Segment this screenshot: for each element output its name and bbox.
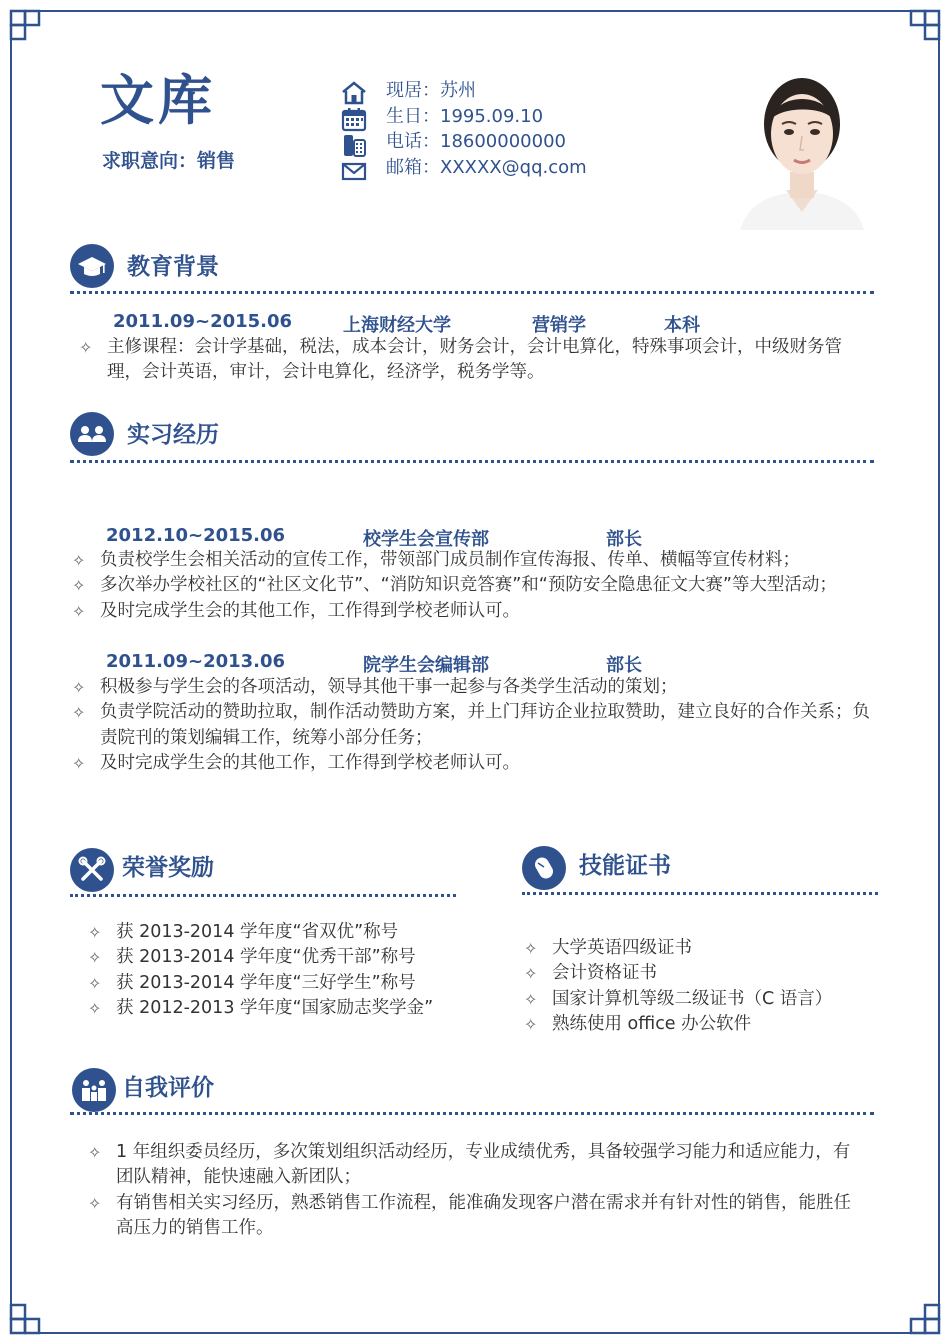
internship-title: 实习经历 [127, 422, 219, 448]
job-role: 部长 [606, 529, 642, 550]
graduation-cap-icon [70, 244, 114, 288]
internship-divider [70, 460, 874, 463]
self-eval-title: 自我评价 [122, 1075, 214, 1101]
list-item: ✧ 多次举办学校社区的“社区文化节”、“消防知识竞答赛”和“预防安全隐患征文大赛”等大型活动； [70, 573, 870, 598]
job-org: 校学生会宣传部 [363, 529, 489, 550]
education-major: 营销学 [532, 315, 586, 336]
job-period: 2011.09~2013.06 [106, 651, 286, 672]
family-icon [72, 1068, 116, 1112]
phone-icon [340, 132, 368, 158]
list-item: ✧ 获 2013-2014 学年度“三好学生”称号 [86, 971, 466, 996]
contact-phone: 电话：18600000000 [386, 131, 566, 152]
list-item: ✧ 主修课程：会计学基础，税法，成本会计，财务会计，会计电算化，特殊事项会计，中级财务管理，会计英语，审计，会计电算化，经济学，税务学等。 [77, 335, 867, 386]
skills-list [522, 936, 882, 1037]
skills-divider [522, 892, 878, 895]
home-icon [340, 80, 368, 106]
education-period: 2011.09~2015.06 [113, 311, 293, 332]
honors-list [86, 920, 466, 1021]
list-item: ✧ 积极参与学生会的各项活动，领导其他干事一起参与各类学生活动的策划； [70, 675, 870, 700]
list-item: ✧ 负责学院活动的赞助拉取，制作活动赞助方案，并上门拜访企业拉取赞助，建立良好的合作关系；负责院刊的策划编辑工作，统筹小部分任务； [70, 700, 870, 751]
list-item: ✧ 有销售相关实习经历，熟悉销售工作流程，能准确发现客户潜在需求并有针对性的销售，能胜任高压力的销售工作。 [86, 1191, 866, 1242]
contact-list [386, 78, 587, 180]
contact-icons [340, 80, 370, 184]
education-degree: 本科 [664, 315, 700, 336]
list-item: ✧ 大学英语四级证书 [522, 936, 882, 961]
education-list [77, 335, 867, 386]
education-school: 上海财经大学 [343, 315, 451, 336]
corner-ornament-bottom-right [894, 1288, 942, 1336]
honors-divider [70, 894, 456, 897]
list-item: ✧ 获 2013-2014 学年度“省双优”称号 [86, 920, 466, 945]
job-duties-list [70, 548, 870, 624]
job-org: 院学生会编辑部 [363, 655, 489, 676]
list-item: ✧ 及时完成学生会的其他工作，工作得到学校老师认可。 [70, 599, 870, 624]
people-icon [70, 412, 114, 456]
contact-birthday: 生日：1995.09.10 [386, 105, 544, 127]
honors-title: 荣誉奖励 [122, 855, 214, 881]
list-item: ✧ 熟练使用 office 办公软件 [522, 1012, 882, 1037]
profile-photo [730, 62, 874, 230]
list-item: ✧ 国家计算机等级二级证书（C 语言） [522, 987, 882, 1012]
calendar-icon [340, 106, 368, 132]
list-item: ✧ 1 年组织委员经历，多次策划组织活动经历，专业成绩优秀，具备较强学习能力和适应能力，有团队精神，能快速融入新团队； [86, 1140, 866, 1191]
education-divider [70, 291, 874, 294]
self-eval-divider [70, 1112, 874, 1115]
candidate-name: 文库 [100, 69, 216, 132]
tools-icon [70, 848, 114, 892]
corner-ornament-top-left [8, 8, 56, 56]
job-intent: 求职意向：销售 [102, 150, 236, 172]
corner-ornament-top-right [894, 8, 942, 56]
contact-email: 邮箱：XXXXX@qq.com [386, 156, 587, 178]
job-duties-list [70, 675, 870, 776]
mail-icon [340, 158, 368, 184]
list-item: ✧ 获 2013-2014 学年度“优秀干部”称号 [86, 945, 466, 970]
skills-title: 技能证书 [579, 853, 671, 879]
job-role: 部长 [606, 655, 642, 676]
contact-location: 现居：苏州 [386, 80, 476, 101]
list-item: ✧ 及时完成学生会的其他工作，工作得到学校老师认可。 [70, 751, 870, 776]
list-item: ✧ 会计资格证书 [522, 961, 882, 986]
education-title: 教育背景 [127, 254, 219, 280]
corner-ornament-bottom-left [8, 1288, 56, 1336]
job-period: 2012.10~2015.06 [106, 525, 286, 546]
list-item: ✧ 获 2012-2013 学年度“国家励志奖学金” [86, 996, 466, 1021]
mouse-icon [522, 846, 566, 890]
self-eval-list [86, 1140, 866, 1241]
list-item: ✧ 负责校学生会相关活动的宣传工作，带领部门成员制作宣传海报、传单、横幅等宣传材料； [70, 548, 870, 573]
